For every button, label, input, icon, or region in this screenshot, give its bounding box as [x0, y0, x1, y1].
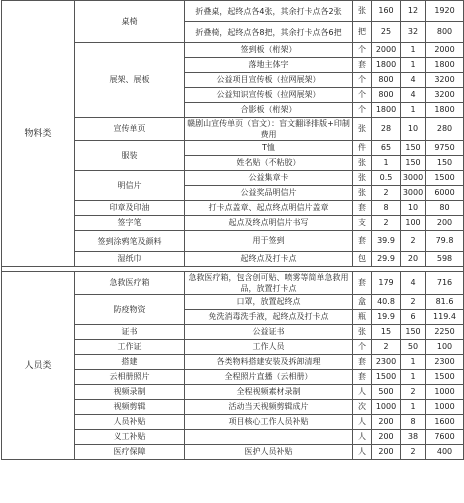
qty-cell: 12 — [401, 1, 426, 22]
unit-cell: 张 — [353, 156, 372, 171]
price-cell: 19.9 — [372, 310, 401, 325]
desc-cell: 公益项目宣传板（拉网展架） — [185, 73, 353, 88]
qty-cell: 4 — [401, 73, 426, 88]
total-cell: 6000 — [426, 186, 464, 201]
desc-cell: 医护人员补贴 — [185, 445, 353, 460]
item-cell: 急救医疗箱 — [75, 272, 185, 295]
price-cell: 8 — [372, 201, 401, 216]
item-cell: 明信片 — [75, 171, 185, 201]
desc-cell: 各类物料搭建安装及拆卸清理 — [185, 355, 353, 370]
desc-cell: 项目核心工作人员补贴 — [185, 415, 353, 430]
item-cell: 视频剪辑 — [75, 400, 185, 415]
price-cell: 40.8 — [372, 295, 401, 310]
total-cell: 716 — [426, 272, 464, 295]
qty-cell: 1 — [401, 43, 426, 58]
price-cell: 200 — [372, 445, 401, 460]
qty-cell: 20 — [401, 252, 426, 267]
total-cell: 200 — [426, 216, 464, 231]
unit-cell: 人 — [353, 385, 372, 400]
item-cell: 义工补贴 — [75, 430, 185, 445]
desc-cell — [185, 430, 353, 445]
desc-cell: 合影板（桁架） — [185, 103, 353, 118]
total-cell: 280 — [426, 118, 464, 141]
unit-cell: 支 — [353, 216, 372, 231]
budget-table — [1, 0, 464, 460]
qty-cell: 50 — [401, 340, 426, 355]
desc-cell: 落地主体字 — [185, 58, 353, 73]
qty-cell: 8 — [401, 415, 426, 430]
qty-cell: 3000 — [401, 186, 426, 201]
desc-cell: 折叠桌，起终点各4张，其余打卡点各2张 — [185, 1, 353, 22]
desc-cell: 姓名贴（不粘胶） — [185, 156, 353, 171]
item-cell: 宣传单页 — [75, 118, 185, 141]
desc-cell: 活动当天视频剪辑成片 — [185, 400, 353, 415]
total-cell: 119.4 — [426, 310, 464, 325]
unit-cell: 张 — [353, 118, 372, 141]
unit-cell: 瓶 — [353, 310, 372, 325]
unit-cell: 张 — [353, 1, 372, 22]
desc-cell: 公益知识宣传板（拉网展架） — [185, 88, 353, 103]
item-cell: 工作证 — [75, 340, 185, 355]
unit-cell: 张 — [353, 325, 372, 340]
desc-cell: 起点及终点明信片书写 — [185, 216, 353, 231]
total-cell: 9750 — [426, 141, 464, 156]
price-cell: 28 — [372, 118, 401, 141]
qty-cell: 1 — [401, 103, 426, 118]
desc-cell: 打卡点盖章、起点终点明信片盖章 — [185, 201, 353, 216]
price-cell: 0.5 — [372, 171, 401, 186]
total-cell: 598 — [426, 252, 464, 267]
price-cell: 25 — [372, 22, 401, 43]
desc-cell: 全程视频素材录制 — [185, 385, 353, 400]
unit-cell: 人 — [353, 445, 372, 460]
table-row — [2, 272, 464, 295]
desc-cell: T恤 — [185, 141, 353, 156]
item-cell: 湿纸巾 — [75, 252, 185, 267]
qty-cell: 150 — [401, 141, 426, 156]
qty-cell: 150 — [401, 156, 426, 171]
price-cell: 1 — [372, 156, 401, 171]
total-cell: 150 — [426, 156, 464, 171]
qty-cell: 2 — [401, 445, 426, 460]
item-cell: 签字笔 — [75, 216, 185, 231]
unit-cell: 个 — [353, 73, 372, 88]
item-cell: 人员补贴 — [75, 415, 185, 430]
item-cell: 展架、展板 — [75, 43, 185, 118]
qty-cell: 2 — [401, 385, 426, 400]
price-cell: 200 — [372, 430, 401, 445]
desc-cell: 公益集章卡 — [185, 171, 353, 186]
unit-cell: 套 — [353, 272, 372, 295]
price-cell: 1500 — [372, 370, 401, 385]
desc-cell: 公益奖品明信片 — [185, 186, 353, 201]
unit-cell: 套 — [353, 201, 372, 216]
total-cell: 1920 — [426, 1, 464, 22]
price-cell: 1800 — [372, 103, 401, 118]
qty-cell: 10 — [401, 201, 426, 216]
qty-cell: 32 — [401, 22, 426, 43]
total-cell: 3200 — [426, 88, 464, 103]
price-cell: 2300 — [372, 355, 401, 370]
desc-cell: 折叠椅，起终点各8把，其余打卡点各6把 — [185, 22, 353, 43]
qty-cell: 2 — [401, 295, 426, 310]
qty-cell: 6 — [401, 310, 426, 325]
qty-cell: 1 — [401, 58, 426, 73]
total-cell: 1800 — [426, 103, 464, 118]
total-cell: 100 — [426, 340, 464, 355]
unit-cell: 盒 — [353, 295, 372, 310]
unit-cell: 件 — [353, 141, 372, 156]
unit-cell: 套 — [353, 370, 372, 385]
item-cell: 云相册照片 — [75, 370, 185, 385]
price-cell: 2 — [372, 186, 401, 201]
desc-cell: 赣剧山宣传单页（盲文）：盲文翻译排版+印制费用 — [185, 118, 353, 141]
table-row — [2, 1, 464, 22]
item-cell: 视频录制 — [75, 385, 185, 400]
price-cell: 39.9 — [372, 231, 401, 252]
price-cell: 1800 — [372, 58, 401, 73]
item-cell: 搭建 — [75, 355, 185, 370]
price-cell: 200 — [372, 415, 401, 430]
desc-cell: 全程照片直播（云相册） — [185, 370, 353, 385]
item-cell: 医疗保障 — [75, 445, 185, 460]
total-cell: 3200 — [426, 73, 464, 88]
category-cell: 物料类 — [2, 1, 75, 267]
desc-cell: 工作人员 — [185, 340, 353, 355]
total-cell: 7600 — [426, 430, 464, 445]
desc-cell: 用于签到 — [185, 231, 353, 252]
total-cell: 80 — [426, 201, 464, 216]
price-cell: 1000 — [372, 400, 401, 415]
qty-cell: 1 — [401, 355, 426, 370]
desc-cell: 起终点及打卡点 — [185, 252, 353, 267]
qty-cell: 10 — [401, 118, 426, 141]
unit-cell: 人 — [353, 415, 372, 430]
unit-cell: 把 — [353, 22, 372, 43]
total-cell: 1800 — [426, 58, 464, 73]
price-cell: 2000 — [372, 43, 401, 58]
total-cell: 800 — [426, 22, 464, 43]
price-cell: 160 — [372, 1, 401, 22]
unit-cell: 个 — [353, 340, 372, 355]
price-cell: 179 — [372, 272, 401, 295]
price-cell: 2 — [372, 340, 401, 355]
qty-cell: 1 — [401, 400, 426, 415]
price-cell: 15 — [372, 325, 401, 340]
qty-cell: 150 — [401, 325, 426, 340]
total-cell: 2000 — [426, 43, 464, 58]
total-cell: 1000 — [426, 385, 464, 400]
item-cell: 签到涂鸦笔及颜料 — [75, 231, 185, 252]
unit-cell: 个 — [353, 103, 372, 118]
price-cell: 29.9 — [372, 252, 401, 267]
total-cell: 2300 — [426, 355, 464, 370]
category-cell: 人员类 — [2, 272, 75, 460]
qty-cell: 3000 — [401, 171, 426, 186]
unit-cell: 个 — [353, 88, 372, 103]
unit-cell: 张 — [353, 186, 372, 201]
unit-cell: 人 — [353, 430, 372, 445]
unit-cell: 套 — [353, 58, 372, 73]
qty-cell: 38 — [401, 430, 426, 445]
unit-cell: 个 — [353, 43, 372, 58]
total-cell: 1500 — [426, 171, 464, 186]
item-cell: 证书 — [75, 325, 185, 340]
unit-cell: 次 — [353, 400, 372, 415]
qty-cell: 4 — [401, 272, 426, 295]
total-cell: 400 — [426, 445, 464, 460]
total-cell: 2250 — [426, 325, 464, 340]
price-cell: 800 — [372, 88, 401, 103]
unit-cell: 套 — [353, 355, 372, 370]
price-cell: 800 — [372, 73, 401, 88]
item-cell: 服装 — [75, 141, 185, 171]
price-cell: 2 — [372, 216, 401, 231]
desc-cell: 口罩，放置起终点 — [185, 295, 353, 310]
unit-cell: 张 — [353, 171, 372, 186]
unit-cell: 包 — [353, 252, 372, 267]
item-cell: 印章及印油 — [75, 201, 185, 216]
qty-cell: 2 — [401, 231, 426, 252]
qty-cell: 4 — [401, 88, 426, 103]
item-cell: 桌椅 — [75, 1, 185, 43]
desc-cell: 急救医疗箱，包含创可贴、喷雾等简单急救用品，放置打卡点 — [185, 272, 353, 295]
total-cell: 1600 — [426, 415, 464, 430]
total-cell: 1000 — [426, 400, 464, 415]
price-cell: 65 — [372, 141, 401, 156]
price-cell: 500 — [372, 385, 401, 400]
unit-cell: 套 — [353, 231, 372, 252]
desc-cell: 签到板（桁架） — [185, 43, 353, 58]
total-cell: 79.8 — [426, 231, 464, 252]
desc-cell: 免洗消毒洗手液，起终点及打卡点 — [185, 310, 353, 325]
total-cell: 1500 — [426, 370, 464, 385]
item-cell: 防疫物资 — [75, 295, 185, 325]
total-cell: 81.6 — [426, 295, 464, 310]
qty-cell: 100 — [401, 216, 426, 231]
desc-cell: 公益证书 — [185, 325, 353, 340]
qty-cell: 1 — [401, 370, 426, 385]
